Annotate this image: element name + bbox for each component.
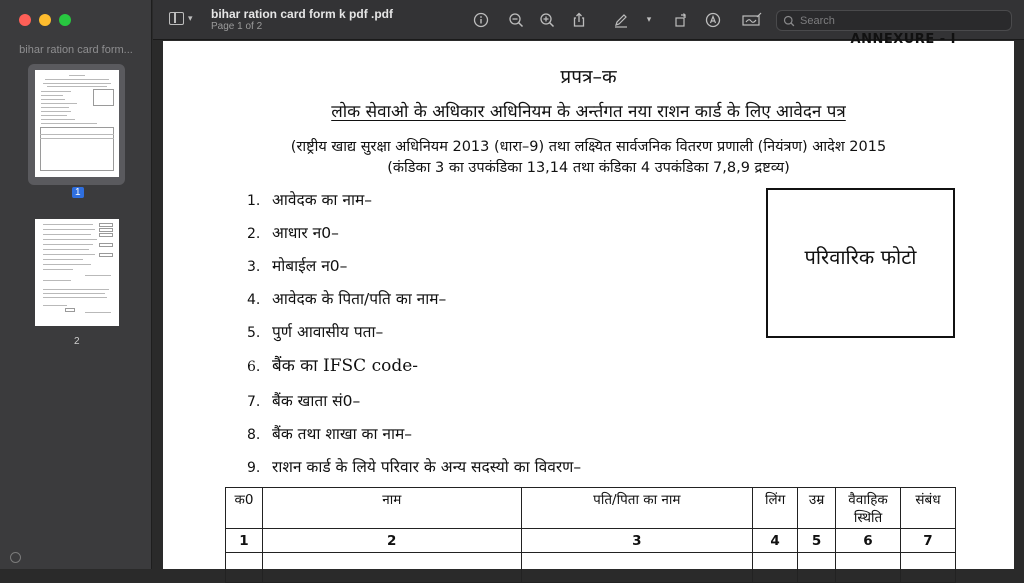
table-cell <box>836 553 901 583</box>
table-cell: 2 <box>262 529 521 553</box>
field-mobile-number: 3. मोबाईल न0– <box>247 257 348 275</box>
table-cell: 1 <box>226 529 263 553</box>
window-controls <box>19 14 71 26</box>
page-number-label: 1 <box>72 187 84 198</box>
field-applicant-name: 1. आवेदक का नाम– <box>247 191 373 209</box>
table-cell: 7 <box>900 529 955 553</box>
field-bank-ifsc: 6. बैंक का IFSC code- <box>247 356 419 376</box>
field-aadhaar-number: 2. आधार न0– <box>247 224 339 242</box>
search-field[interactable] <box>776 10 1012 31</box>
search-input[interactable] <box>800 15 1000 27</box>
table-header-cell: नाम <box>262 488 521 529</box>
add-page-icon[interactable] <box>10 552 21 563</box>
family-photo-box: परिवारिक फोटो <box>766 188 955 338</box>
annexure-label: ANNEXURE - I <box>850 32 956 47</box>
table-cell <box>521 553 753 583</box>
table-cell <box>262 553 521 583</box>
form-title: प्रपत्र–क <box>560 66 617 88</box>
table-row <box>226 553 956 583</box>
sidebar-toggle-icon <box>169 12 184 25</box>
field-bank-account: 7. बैंक खाता सं0– <box>247 392 361 410</box>
zoom-window-button[interactable] <box>59 14 71 26</box>
reference-line-1: (राष्ट्रीय खाद्य सुरक्षा अधिनियम 2013 (धारा–9) तथा लक्ष्यित सार्वजनिक वितरण प्रणाली (नियंत्रण) आदेश 2015 <box>290 139 887 155</box>
page-indicator: Page 1 of 2 <box>211 21 263 32</box>
table-cell <box>226 553 263 583</box>
table-cell: 5 <box>798 529 836 553</box>
table-header-cell: लिंग <box>753 488 798 529</box>
table-header-cell: पति/पिता का नाम <box>521 488 753 529</box>
share-icon[interactable] <box>570 11 588 29</box>
page-number-label: 2 <box>74 336 80 347</box>
table-header-cell: वैवाहिक स्थिति <box>836 488 901 529</box>
table-cell <box>900 553 955 583</box>
chevron-down-icon[interactable]: ▾ <box>646 15 652 25</box>
zoom-out-icon[interactable] <box>507 11 525 29</box>
table-cell <box>798 553 836 583</box>
sidebar-toggle-button[interactable] <box>169 12 193 25</box>
zoom-in-icon[interactable] <box>538 11 556 29</box>
table-header-cell: उम्र <box>798 488 836 529</box>
document-title: bihar ration card form k pdf .pdf <box>211 7 394 21</box>
thumbnail-sidebar <box>0 0 152 569</box>
close-window-button[interactable] <box>19 14 31 26</box>
page-thumbnail-2[interactable] <box>35 219 119 326</box>
table-cell: 3 <box>521 529 753 553</box>
field-family-members: 9. राशन कार्ड के लिये परिवार के अन्य सदस्यो का विवरण– <box>247 458 582 476</box>
field-address: 5. पुर्ण आवासीय पता– <box>247 323 384 341</box>
table-header-cell: क0 <box>226 488 263 529</box>
form-subtitle: लोक सेवाओ के अधिकार अधिनियम के अर्न्तगत नया राशन कार्ड के लिए आवेदन पत्र <box>331 102 846 122</box>
table-cell <box>753 553 798 583</box>
reference-line-2: (कंडिका 3 का उपकंडिका 13,14 तथा कंडिका 4 उपकंडिका 7,8,9 द्रष्टव्य) <box>387 160 790 176</box>
family-members-table <box>225 487 956 583</box>
markup-pen-icon[interactable] <box>612 11 630 29</box>
table-header-cell: संबंध <box>900 488 955 529</box>
info-icon[interactable] <box>472 11 490 29</box>
sign-icon[interactable] <box>741 11 763 29</box>
field-bank-branch: 8. बैंक तथा शाखा का नाम– <box>247 425 413 443</box>
chevron-down-icon: ▾ <box>188 13 193 24</box>
field-father-husband-name: 4. आवेदक के पिता/पति का नाम– <box>247 290 447 308</box>
minimize-window-button[interactable] <box>39 14 51 26</box>
table-row <box>226 529 956 553</box>
page-thumbnail-1[interactable] <box>35 70 119 177</box>
search-icon <box>783 15 795 27</box>
rotate-icon[interactable] <box>672 11 690 29</box>
highlight-icon[interactable] <box>704 11 722 29</box>
table-cell: 6 <box>836 529 901 553</box>
pdf-page <box>163 32 1014 569</box>
sidebar-document-title: bihar ration card form... <box>19 44 133 56</box>
table-header-row <box>226 488 956 529</box>
table-cell: 4 <box>753 529 798 553</box>
